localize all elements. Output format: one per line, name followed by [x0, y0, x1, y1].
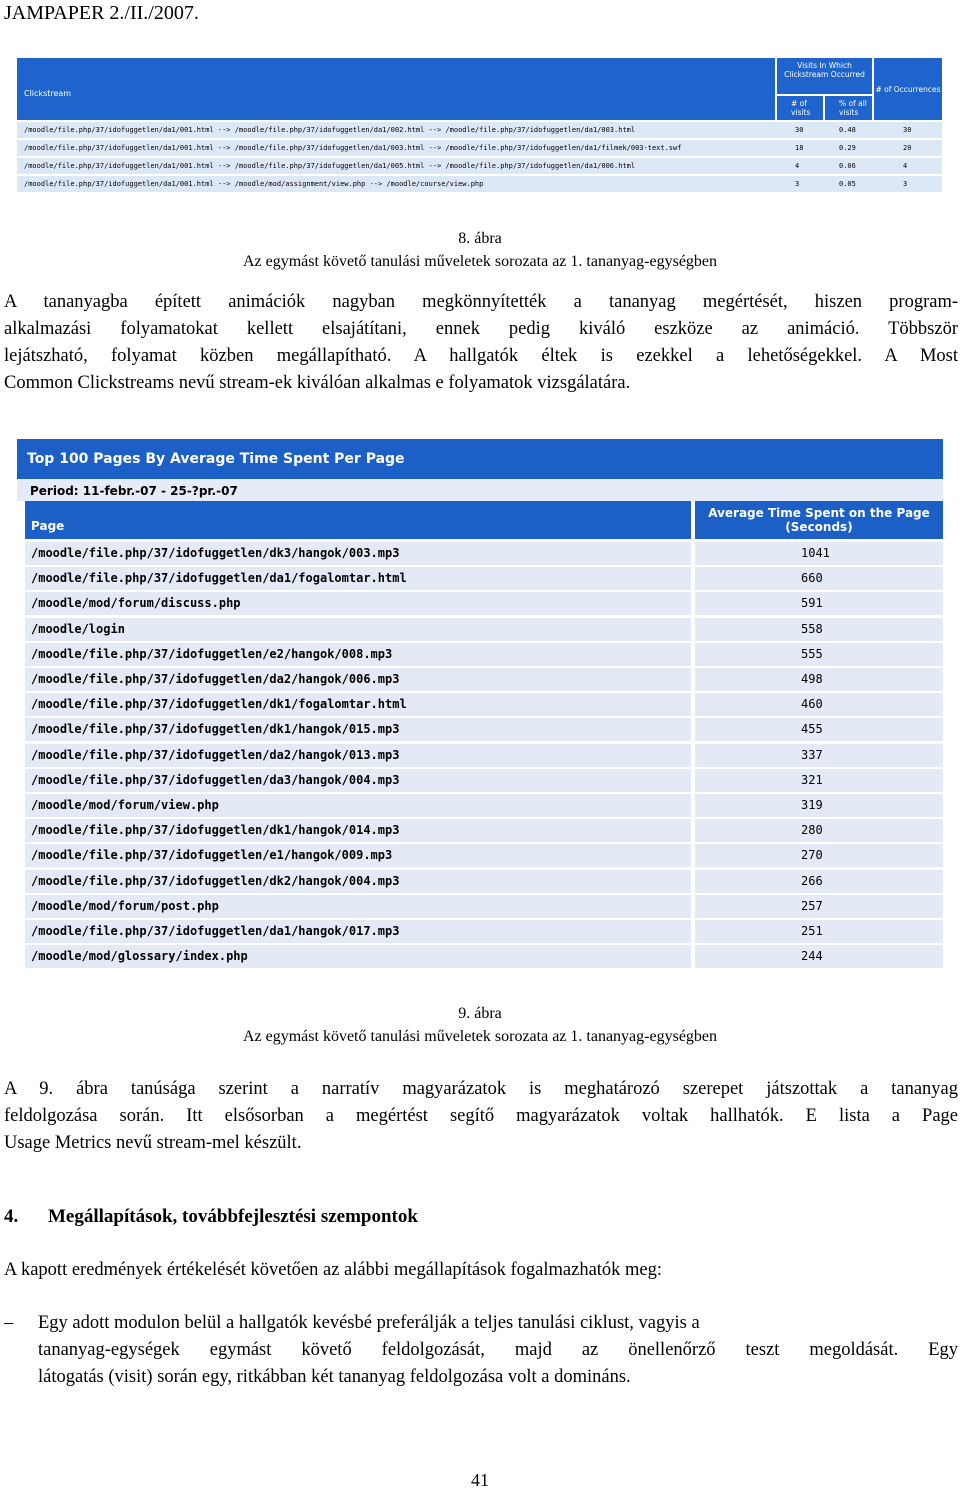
- avg-time: 591: [801, 596, 823, 611]
- avg-time: 321: [801, 772, 823, 787]
- top-pages-title: Top 100 Pages By Average Time Spent Per Page: [17, 439, 943, 479]
- column-separator: [691, 945, 695, 968]
- top-pages-row: [25, 718, 943, 741]
- column-separator: [691, 895, 695, 918]
- period-label: Period: 11-febr.-07 - 25-?pr.-07: [17, 479, 943, 501]
- visits-count: 30: [795, 126, 804, 134]
- column-separator: [691, 744, 695, 767]
- page-path: /moodle/file.php/37/idofuggetlen/da1/hangok/017.mp3: [31, 924, 400, 938]
- paragraph-line: lejátszható, folyamat közben megállapítható. A hallgatók éltek is ezekkel a lehetőségekkel. A Most: [4, 346, 958, 366]
- page-path: /moodle/mod/forum/view.php: [31, 798, 219, 812]
- page-path: /moodle/file.php/37/idofuggetlen/da2/hangok/013.mp3: [31, 747, 400, 762]
- column-separator: [691, 668, 695, 691]
- clickstream-path: /moodle/file.php/37/idofuggetlen/da1/001.html --> /moodle/mod/assignment/view.php --> /moodle/course/view.php: [24, 180, 484, 188]
- bullet-line: tananyag-egységek egymást követő feldolgozását, majd az önellenőrző teszt megoldását. Egy: [38, 1340, 958, 1360]
- top-pages-row: [25, 870, 943, 893]
- bullet-line: Egy adott modulon belül a hallgatók kevésbé preferálják a teljes tanulási ciklust, vagyis a: [38, 1313, 700, 1333]
- section-title: Megállapítások, továbbfejlesztési szempontok: [48, 1206, 418, 1227]
- clickstream-path: /moodle/file.php/37/idofuggetlen/da1/001.html --> /moodle/file.php/37/idofuggetlen/da1/005.html --> /moodle/file.php/37/idofuggetlen/da1/006.html: [24, 162, 636, 170]
- top-pages-row: [25, 945, 943, 968]
- column-separator: [691, 542, 695, 565]
- visits-count: 3: [795, 180, 800, 188]
- visits-pct: 0.05: [839, 180, 856, 188]
- bullet-line: látogatás (visit) során egy, ritkábban két tananyag feldolgozása volt a domináns.: [38, 1367, 631, 1387]
- occurrences: 20: [903, 144, 912, 152]
- avg-time: 266: [801, 873, 823, 888]
- top-pages-row: [25, 895, 943, 918]
- clickstream-path: /moodle/file.php/37/idofuggetlen/da1/001.html --> /moodle/file.php/37/idofuggetlen/da1/003.html --> /moodle/file.php/37/idofuggetlen/da1/filmek/003-text.swf: [24, 144, 682, 152]
- column-separator: [691, 794, 695, 817]
- occurrences: 30: [903, 126, 912, 134]
- clickstream-table: [17, 58, 942, 194]
- top-pages-row: [25, 744, 943, 767]
- paragraph-3: [4, 1257, 958, 1284]
- top-pages-row: [25, 769, 943, 792]
- page-path: /moodle/mod/forum/discuss.php: [31, 596, 241, 611]
- avg-time: 455: [801, 722, 823, 737]
- occurrences-header: # of Occurrences: [874, 58, 942, 120]
- clickstream-path: /moodle/file.php/37/idofuggetlen/da1/001.html --> /moodle/file.php/37/idofuggetlen/da1/002.html --> /moodle/file.php/37/idofuggetlen/da1/003.html: [24, 126, 636, 134]
- top-pages-row: [25, 567, 943, 590]
- avg-time: 270: [801, 848, 823, 863]
- dash-bullet: –: [4, 1313, 14, 1333]
- page-path: /moodle/file.php/37/idofuggetlen/dk1/hangok/014.mp3: [31, 823, 400, 838]
- occurrences: 3: [903, 180, 908, 188]
- visits-pct: 0.29: [839, 144, 856, 152]
- top-pages-row: [25, 920, 943, 943]
- page-path: /moodle/file.php/37/idofuggetlen/e2/hangok/008.mp3: [31, 646, 393, 661]
- column-separator: [691, 643, 695, 666]
- column-separator: [691, 718, 695, 741]
- avg-time: 1041: [801, 546, 830, 560]
- section-heading: [4, 1206, 418, 1228]
- visits-header: Visits In Which Clickstream Occurred: [777, 58, 872, 94]
- paragraph-line: Usage Metrics nevű stream-mel készült.: [4, 1133, 302, 1153]
- page-path: /moodle/file.php/37/idofuggetlen/dk1/hangok/015.mp3: [31, 722, 400, 737]
- visits-count: 4: [795, 162, 800, 170]
- column-separator: [691, 567, 695, 590]
- running-head: JAMPAPER 2./II./2007.: [4, 2, 199, 24]
- page-path: /moodle/file.php/37/idofuggetlen/e1/hangok/009.mp3: [31, 848, 393, 863]
- paragraph-2: [4, 1076, 958, 1157]
- page-path: /moodle/file.php/37/idofuggetlen/dk3/hangok/003.mp3: [31, 546, 400, 560]
- avg-time: 251: [801, 924, 823, 938]
- avg-time: 460: [801, 697, 823, 712]
- top-pages-row: [25, 643, 943, 666]
- bullet-text: [38, 1310, 958, 1391]
- paragraph-line: feldolgozása során. Itt elsősorban a megértést segítő magyarázatok voltak hallhatók. E lista a Page: [4, 1106, 958, 1126]
- paragraph-line: A 9. ábra tanúsága szerint a narratív magyarázatok is meghatározó szerepet játszottak a tananyag: [4, 1079, 958, 1099]
- figure9-caption: Az egymást követő tanulási műveletek sorozata az 1. tananyag-egységben: [242, 1028, 718, 1045]
- avg-time: 558: [801, 621, 823, 636]
- visits-count-header: # of visits: [777, 96, 823, 120]
- column-separator: [691, 618, 695, 641]
- clickstream-row: [17, 122, 942, 138]
- avg-time: 498: [801, 672, 823, 686]
- page-path: /moodle/mod/glossary/index.php: [31, 949, 248, 964]
- top-pages-row: [25, 693, 943, 716]
- column-separator: [691, 769, 695, 792]
- page-path: /moodle/file.php/37/idofuggetlen/da3/hangok/004.mp3: [31, 772, 400, 787]
- section-number: 4.: [4, 1206, 19, 1227]
- top-pages-row: [25, 668, 943, 691]
- time-column-header: Average Time Spent on the Page (Seconds): [695, 501, 943, 539]
- column-separator: [691, 592, 695, 615]
- figure8-caption: Az egymást követő tanulási műveletek sorozata az 1. tananyag-egységben: [242, 253, 718, 270]
- figure9-label: 9. ábra: [458, 1005, 502, 1022]
- visits-pct: 0.06: [839, 162, 856, 170]
- page-path: /moodle/file.php/37/idofuggetlen/dk2/hangok/004.mp3: [31, 873, 400, 888]
- column-separator: [691, 844, 695, 867]
- clickstream-row: [17, 140, 942, 156]
- top-pages-row: [25, 542, 943, 565]
- clickstream-row: [17, 158, 942, 174]
- paragraph-line: Common Clickstreams nevű stream-ek kiválóan alkalmas e folyamatok vizsgálatára.: [4, 373, 631, 393]
- paragraph-line: alkalmazási folyamatokat kellett elsajátítani, ennek pedig kiváló eszköze az animáció. Többször: [4, 319, 958, 339]
- page-path: /moodle/file.php/37/idofuggetlen/da1/fogalomtar.html: [31, 571, 407, 586]
- avg-time: 244: [801, 949, 823, 964]
- avg-time: 257: [801, 898, 823, 913]
- clickstream-title: Clickstream: [24, 89, 72, 98]
- top-pages-row: [25, 819, 943, 842]
- paragraph-1: [4, 289, 958, 397]
- paragraph-line: A tananyagba épített animációk nagyban megkönnyítették a tananyag megértését, hiszen program-: [4, 292, 958, 312]
- top-pages-row: [25, 618, 943, 641]
- top-pages-table: [17, 439, 943, 967]
- avg-time: 555: [801, 646, 823, 661]
- page-column-header: Page: [25, 501, 691, 539]
- page-path: /moodle/mod/forum/post.php: [31, 898, 219, 913]
- clickstream-row: [17, 176, 942, 192]
- top-pages-row: [25, 592, 943, 615]
- avg-time: 660: [801, 571, 823, 586]
- page-path: /moodle/file.php/37/idofuggetlen/dk1/fogalomtar.html: [31, 697, 407, 712]
- visits-pct-header: % of all visits: [825, 96, 872, 120]
- occurrences: 4: [903, 162, 908, 170]
- visits-count: 18: [795, 144, 804, 152]
- page-path: /moodle/login: [31, 621, 125, 636]
- column-separator: [691, 920, 695, 943]
- page-number: 41: [471, 1470, 489, 1490]
- avg-time: 280: [801, 823, 823, 838]
- column-separator: [691, 819, 695, 842]
- avg-time: 337: [801, 747, 823, 762]
- page-path: /moodle/file.php/37/idofuggetlen/da2/hangok/006.mp3: [31, 672, 400, 686]
- avg-time: 319: [801, 798, 823, 812]
- column-separator: [691, 870, 695, 893]
- top-pages-row: [25, 844, 943, 867]
- paragraph-line: A kapott eredmények értékelését követően az alábbi megállapítások fogalmazhatók meg:: [4, 1260, 663, 1280]
- visits-pct: 0.48: [839, 126, 856, 134]
- column-separator: [691, 693, 695, 716]
- figure8-label: 8. ábra: [458, 230, 502, 247]
- clickstream-header: [17, 58, 775, 120]
- top-pages-row: [25, 794, 943, 817]
